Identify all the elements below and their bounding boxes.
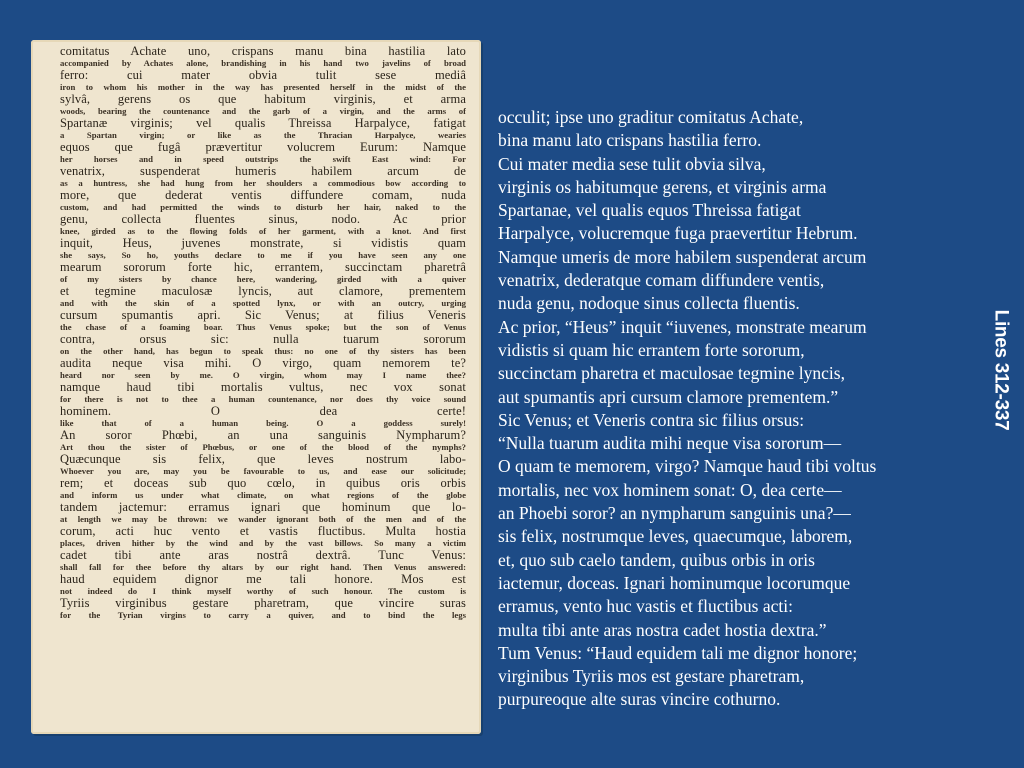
scan-latin-line: namque haud tibi mortalis vultus, nec vox sonat bbox=[60, 382, 466, 394]
scan-latin-line: genu, collecta fluentes sinus, nodo. Ac prior bbox=[60, 214, 466, 226]
scan-latin-line: rem; et doceas sub quo cœlo, in quibus oris orbis bbox=[60, 478, 466, 490]
scan-english-line: accompanied by Achates alone, brandishing in his hand two javelins of broad bbox=[60, 57, 466, 68]
scan-english-line: iron to whom his mother in the way has presented herself in the midst of the bbox=[60, 81, 466, 92]
scan-latin-line: equos que fugâ prævertitur volucrem Eurum: Namque bbox=[60, 142, 466, 154]
transcript-line: succinctam pharetra et maculosae tegmine lyncis, bbox=[498, 363, 845, 384]
line-range-label: Lines 312-337 bbox=[990, 309, 1012, 431]
transcript-line: Namque umeris de more habilem suspenderat arcum bbox=[498, 246, 867, 267]
scan-latin-line: hominem. O dea certe! bbox=[60, 406, 466, 418]
transcript-line: mortalis, nec vox hominem sonat: O, dea certe— bbox=[498, 479, 842, 500]
scan-latin-line: cadet tibi ante aras nostrâ dextrâ. Tunc Venus: bbox=[60, 550, 466, 562]
scan-english-line: as a huntress, she had hung from her shoulders a commodious bow according to bbox=[60, 177, 466, 188]
transcript-line: Sic Venus; et Veneris contra sic filius orsus: bbox=[498, 409, 805, 430]
scan-latin-line: inquit, Heus, juvenes monstrate, si vidistis quam bbox=[60, 238, 466, 250]
scan-latin-line: ferro: cui mater obvia tulit sese mediâ bbox=[60, 70, 466, 82]
transcript-line: venatrix, dederatque comam diffundere ventis, bbox=[498, 270, 825, 291]
scanned-book-page bbox=[31, 40, 481, 734]
scan-english-line: like that of a human being. O a goddess surely! bbox=[60, 417, 466, 428]
scan-english-line: places, driven hither by the wind and by the vast billows. So many a victim bbox=[60, 537, 466, 548]
scan-latin-line: comitatus Achate uno, crispans manu bina hastilia lato bbox=[60, 46, 466, 58]
transcript-line: occulit; ipse uno graditur comitatus Achate, bbox=[498, 107, 804, 127]
transcript-line: virginibus Tyriis mos est gestare pharetram, bbox=[498, 666, 805, 687]
transcript-line: sis felix, nostrumque leves, quaecumque, laborem, bbox=[498, 526, 853, 547]
scan-english-line: the chase of a foaming boar. Thus Venus spoke; but the son of Venus bbox=[60, 321, 466, 332]
scan-english-line: her horses and in speed outstrips the swift East wind: For bbox=[60, 153, 466, 164]
scan-latin-line: et tegmine maculosæ lyncis, aut clamore, prementem bbox=[60, 286, 466, 298]
scan-latin-line: Tyriis virginibus gestare pharetram, que vincire suras bbox=[60, 598, 466, 610]
scan-latin-line: haud equidem dignor me tali honore. Mos est bbox=[60, 574, 466, 586]
scan-english-line: Whoever you are, may you be favourable to us, and ease our solicitude; bbox=[60, 465, 466, 476]
scan-english-line: of my sisters by chance here, wandering, girded with a quiver bbox=[60, 273, 466, 284]
scan-latin-line: mearum sororum forte hic, errantem, succinctam pharetrâ bbox=[60, 262, 466, 274]
scan-latin-line: audita neque visa mihi. O virgo, quam nemorem te? bbox=[60, 358, 466, 370]
scan-latin-line: Quæcunque sis felix, que leves nostrum labo- bbox=[60, 454, 466, 466]
transcript-line: Tum Venus: “Haud equidem tali me dignor honore; bbox=[498, 642, 858, 663]
scan-latin-line: Spartanæ virginis; vel qualis Threissa Harpalyce, fatigat bbox=[60, 118, 466, 130]
scan-english-line: shall fall for thee before thy altars by our right hand. Then Venus answered: bbox=[60, 561, 466, 572]
transcript-line: aut spumantis apri cursum clamore prementem.” bbox=[498, 386, 839, 407]
scan-english-line: she says, So ho, youths declare to me if you have seen any one bbox=[60, 249, 466, 260]
transcript-line: Cui mater media sese tulit obvia silva, bbox=[498, 153, 766, 174]
scan-latin-line: sylvâ, gerens os que habitum virginis, et arma bbox=[60, 94, 466, 106]
transcript-line: et, quo sub caelo tandem, quibus orbis in oris bbox=[498, 549, 815, 570]
scan-latin-line: cursum spumantis apri. Sic Venus; at filius Veneris bbox=[60, 310, 466, 322]
transcript-line: Harpalyce, volucremque fuga praevertitur Hebrum. bbox=[498, 223, 858, 244]
transcript-line: Spartanae, vel qualis equos Threissa fatigat bbox=[498, 200, 801, 221]
scan-latin-line: tandem jactemur: erramus ignari que hominum que lo- bbox=[60, 502, 466, 514]
scan-english-line: Art thou the sister of Phœbus, or one of the blood of the nymphs? bbox=[60, 441, 466, 452]
scan-english-line: a Spartan virgin; or like as the Thracian Harpalyce, wearies bbox=[60, 129, 466, 140]
scan-english-line: woods, bearing the countenance and the garb of a virgin, and the arms of bbox=[60, 105, 466, 116]
transcript-line: O quam te memorem, virgo? Namque haud tibi voltus bbox=[498, 456, 877, 477]
scan-english-line: and with the skin of a spotted lynx, or with an outcry, urging bbox=[60, 297, 466, 308]
transcript-line: “Nulla tuarum audita mihi neque visa sororum— bbox=[498, 433, 842, 454]
transcript-line: vidistis si quam hic errantem forte sororum, bbox=[498, 339, 805, 360]
scan-english-line: custom, and had permitted the winds to disturb her hair, naked to the bbox=[60, 201, 466, 212]
scan-latin-line: corum, acti huc vento et vastis fluctibus. Multa hostia bbox=[60, 526, 466, 538]
scan-latin-line: venatrix, suspenderat humeris habilem arcum de bbox=[60, 166, 466, 178]
scan-english-line: for there is not to thee a human countenance, nor does thy voice sound bbox=[60, 393, 466, 404]
transcript-line: purpureoque alte suras vincire cothurno. bbox=[498, 689, 781, 710]
transcript-line: iactemur, doceas. Ignari hominumque locorumque bbox=[498, 572, 851, 593]
transcript-line: nuda genu, nodoque sinus collecta fluentis. bbox=[498, 293, 800, 314]
line-range-caption bbox=[980, 300, 1020, 440]
scan-latin-line: more, que dederat ventis diffundere comam, nuda bbox=[60, 190, 466, 202]
scan-english-line: on the other hand, has begun to speak thus: no one of thy sisters has been bbox=[60, 345, 466, 356]
transcript-line: virginis os habitumque gerens, et virginis arma bbox=[498, 176, 827, 197]
scanned-text-block bbox=[60, 46, 466, 622]
scan-english-line: at length we may be thrown: we wander ignorant both of the men and of the bbox=[60, 513, 466, 524]
transcript-line: multa tibi ante aras nostra cadet hostia dextra.” bbox=[498, 619, 827, 640]
transcript-line: bina manu lato crispans hastilia ferro. bbox=[498, 130, 762, 151]
scan-english-line: for the Tyrian virgins to carry a quiver, and to bind the legs bbox=[60, 609, 466, 620]
scan-english-line: knee, girded as to the flowing folds of her garment, with a knot. And first bbox=[60, 225, 466, 236]
scan-latin-line: An soror Phœbi, an una sanguinis Nympharum? bbox=[60, 430, 466, 442]
transcript-line: an Phoebi soror? an nympharum sanguinis una?— bbox=[498, 503, 851, 524]
transcript-line: Ac prior, “Heus” inquit “iuvenes, monstrate mearum bbox=[498, 316, 867, 337]
transcript-line: erramus, vento huc vastis et fluctibus acti: bbox=[498, 596, 793, 617]
latin-transcript bbox=[498, 106, 988, 712]
scan-english-line: and inform us under what climate, on what regions of the globe bbox=[60, 489, 466, 500]
scan-latin-line: contra, orsus sic: nulla tuarum sororum bbox=[60, 334, 466, 346]
scan-english-line: heard nor seen by me. O virgin, whom may I name thee? bbox=[60, 369, 466, 380]
scan-english-line: not indeed do I think myself worthy of such honour. The custom is bbox=[60, 585, 466, 596]
